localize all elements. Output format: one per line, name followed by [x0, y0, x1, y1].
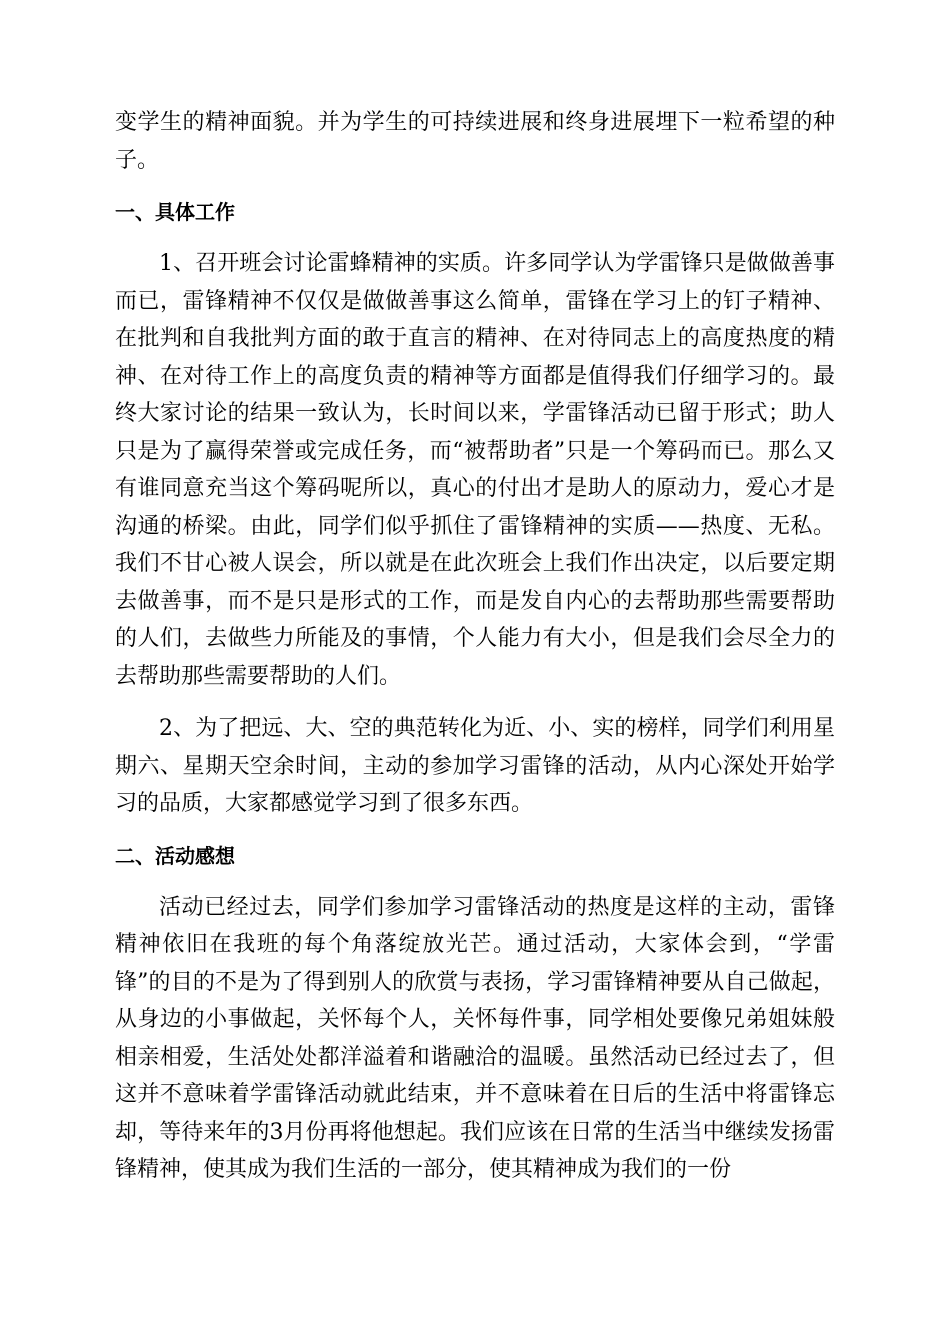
work-item-2-paragraph: 2、为了把远、大、空的典范转化为近、小、实的榜样，同学们利用星期六、星期天空余时间，主动的参加学习雷锋的活动，从内心深处开始学习的品质，大家都感觉学习到了很多东西。 [115, 716, 835, 816]
work-item-1-paragraph: 1、召开班会讨论雷蜂精神的实质。许多同学认为学雷锋只是做做善事而已，雷锋精神不仅仅是做做善事这么简单，雷锋在学习上的钉子精神、在批判和自我批判方面的敢于直言的精神、在对待同志上的高度热度的精神、在对待工作上的高度负责的精神等方面都是值得我们仔细学习的。最终大家讨论的结果一致认为，长时间以来，学雷锋活动已留于形式；助人只是为了赢得荣誉或完成任务，而“被帮助者”只是一个筹码而已。那么又有谁同意充当这个筹码呢所以，真心的付出才是助人的原动力，爱心才是沟通的桥梁。由此，同学们似乎抓住了雷锋精神的实质——热度、无私。我们不甘心被人误会，所以就是在此次班会上我们作出决定，以后要定期去做善事，而不是只是形式的工作，而是发自内心的去帮助那些需要帮助的人们，去做些力所能及的事情，个人能力有大小，但是我们会尽全力的去帮助那些需要帮助的人们。 [115, 251, 835, 689]
reflections-paragraph: 活动已经过去，同学们参加学习雷锋活动的热度是这样的主动，雷锋精神依旧在我班的每个角落绽放光芒。通过活动，大家体会到，“学雷锋”的目的不是为了得到别人的欣赏与表扬，学习雷锋精神要从自己做起，从身边的小事做起，关怀每个人，关怀每件事，同学相处要像兄弟姐妹般相亲相爱，生活处处都洋溢着和谐融洽的温暖。虽然活动已经过去了，但这并不意味着学雷锋活动就此结束，并不意味着在日后的生活中将雷锋忘却，等待来年的3月份再将他想起。我们应该在日常的生活当中继续发扬雷锋精神，使其成为我们生活的一部分，使其精神成为我们的一份 [115, 894, 835, 1182]
document-page [115, 104, 835, 1189]
section-heading-specific-work: 一、具体工作 [115, 200, 235, 224]
intro-paragraph-tail: 变学生的精神面貌。并为学生的可持续进展和终身进展埋下一粒希望的种子。 [115, 110, 835, 173]
section-heading-reflections: 二、活动感想 [115, 843, 235, 868]
